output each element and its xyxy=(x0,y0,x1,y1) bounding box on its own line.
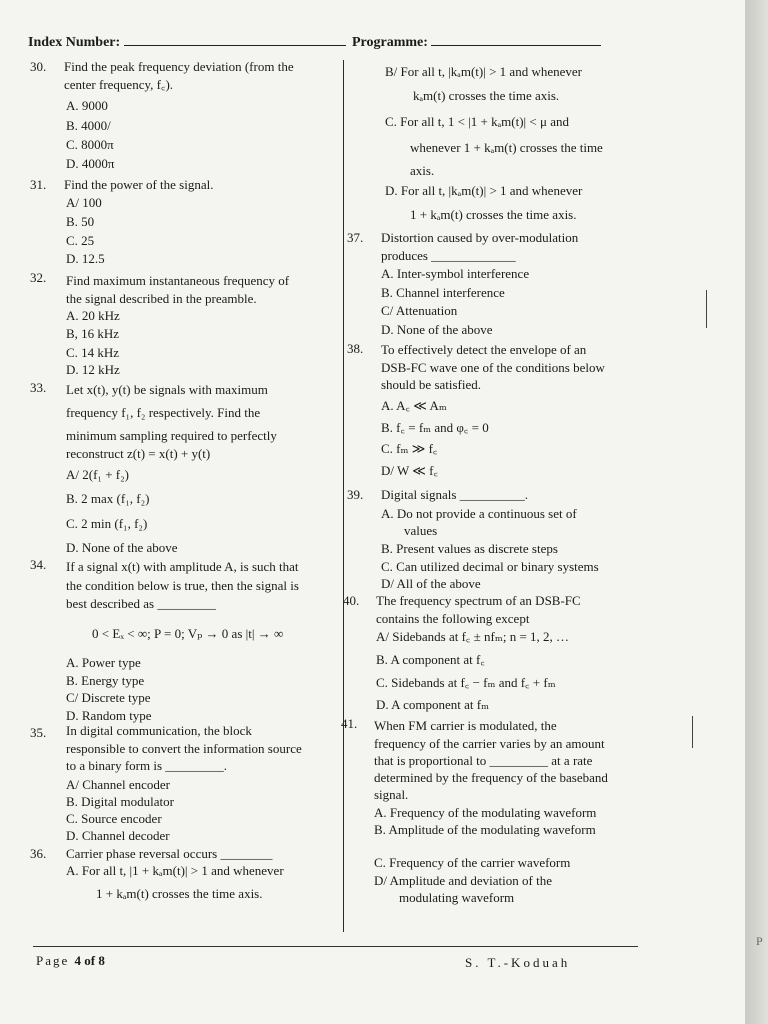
option: D. For all t, |kₐm(t)| > 1 and whenever xyxy=(385,183,583,198)
option: B. Amplitude of the modulating waveform xyxy=(374,822,596,837)
question-text: Distortion caused by over-modulation xyxy=(381,230,579,245)
option: D. 12 kHz xyxy=(66,362,120,377)
footer-rule xyxy=(33,946,638,947)
question-number: 35. xyxy=(30,725,47,740)
option: D. 4000π xyxy=(66,156,115,171)
option: D. 12.5 xyxy=(66,251,105,266)
option: C/ Attenuation xyxy=(381,303,458,318)
option: B. 4000/ xyxy=(66,118,111,133)
option: A/ 2(f₁ + f₂) xyxy=(66,467,129,482)
option: C. Sidebands at f꜀ − fₘ and f꜀ + fₘ xyxy=(376,675,556,690)
margin-mark xyxy=(706,290,707,328)
question-text: Find the peak frequency deviation (from the xyxy=(64,59,294,74)
question-text: reconstruct z(t) = x(t) + y(t) xyxy=(66,446,211,461)
index-number-label: Index Number: xyxy=(28,35,121,50)
question-text: Find maximum instantaneous frequency of xyxy=(66,273,290,288)
question-text: Let x(t), y(t) be signals with maximum xyxy=(66,382,268,397)
question-text: The frequency spectrum of an DSB-FC xyxy=(376,593,581,608)
option: C/ Discrete type xyxy=(66,690,151,705)
option: A. 9000 xyxy=(66,98,108,113)
option-continuation: axis. xyxy=(410,163,435,178)
question-text: best described as _________ xyxy=(66,596,216,611)
option: C. Source encoder xyxy=(66,811,162,826)
page-edge xyxy=(745,0,768,1024)
option: B/ For all t, |kₐm(t)| > 1 and whenever xyxy=(385,64,582,79)
question-text: In digital communication, the block xyxy=(66,723,252,738)
question-number: 37. xyxy=(347,230,364,245)
question-text: responsible to convert the information source xyxy=(66,741,302,756)
question-text: that is proportional to _________ at a rate xyxy=(374,753,593,768)
option: A. Do not provide a continuous set of xyxy=(381,506,577,521)
option-continuation: kₐm(t) crosses the time axis. xyxy=(413,88,560,103)
question-number: 41. xyxy=(341,716,358,731)
option: C. fₘ ≫ f꜀ xyxy=(381,441,438,456)
option: A. Power type xyxy=(66,655,141,670)
question-text: minimum sampling required to perfectly xyxy=(66,428,277,443)
question-text: frequency f₁, f₂ respectively. Find the xyxy=(66,405,261,420)
option: B. 50 xyxy=(66,214,95,229)
page-prefix: Page xyxy=(36,953,70,968)
option-continuation: 1 + kₐm(t) crosses the time axis. xyxy=(96,886,263,901)
option: C. 14 kHz xyxy=(66,345,120,360)
question-text: When FM carrier is modulated, the xyxy=(374,718,557,733)
option: B. 2 max (f₁, f₂) xyxy=(66,491,150,506)
option: D/ W ≪ f꜀ xyxy=(381,463,438,478)
question-text: determined by the frequency of the baseband xyxy=(374,770,608,785)
option: D. Channel decoder xyxy=(66,828,170,843)
option: D/ Amplitude and deviation of the xyxy=(374,873,552,888)
edge-letter: P xyxy=(756,934,763,948)
option: A/ Sidebands at f꜀ ± nfₘ; n = 1, 2, … xyxy=(376,629,570,644)
option: C. Frequency of the carrier waveform xyxy=(374,855,571,870)
column-divider xyxy=(343,60,344,932)
option: C. For all t, 1 < |1 + kₐm(t)| < μ and xyxy=(385,114,569,129)
question-number: 32. xyxy=(30,270,47,285)
condition-equation: 0 < Eₓ < ∞; P = 0; Vₚ → 0 as |t| → ∞ xyxy=(92,626,284,641)
question-text: to a binary form is _________. xyxy=(66,758,228,773)
option: A. Inter-symbol interference xyxy=(381,266,530,281)
option: D. None of the above xyxy=(381,322,493,337)
question-text: center frequency, f꜀). xyxy=(64,77,174,92)
question-text: contains the following except xyxy=(376,611,530,626)
option: D. None of the above xyxy=(66,540,178,555)
question-number: 31. xyxy=(30,177,47,192)
question-text: If a signal x(t) with amplitude A, is such that xyxy=(66,559,299,574)
option: D. Random type xyxy=(66,708,152,723)
question-text: Find the power of the signal. xyxy=(64,177,214,192)
option: A. Frequency of the modulating waveform xyxy=(374,805,597,820)
option: A/ Channel encoder xyxy=(66,777,170,792)
question-number: 33. xyxy=(30,380,47,395)
page-count: 4 of 8 xyxy=(74,953,105,968)
programme-blank xyxy=(431,33,601,46)
option: B. f꜀ = fₘ and φ꜀ = 0 xyxy=(381,420,489,435)
question-text: DSB-FC wave one of the conditions below xyxy=(381,360,605,375)
option-continuation: whenever 1 + kₐm(t) crosses the time xyxy=(410,140,603,155)
question-number: 34. xyxy=(30,557,47,572)
question-text: Digital signals __________. xyxy=(381,487,528,502)
question-number: 38. xyxy=(347,341,364,356)
option: C. 25 xyxy=(66,233,95,248)
question-text: the condition below is true, then the signal is xyxy=(66,578,299,593)
index-number-field xyxy=(28,33,346,51)
option: B. A component at f꜀ xyxy=(376,652,485,667)
question-text: should be satisfied. xyxy=(381,377,482,392)
option: A. 20 kHz xyxy=(66,308,120,323)
index-number-blank xyxy=(124,33,346,46)
option: B. Present values as discrete steps xyxy=(381,541,558,556)
question-text: signal. xyxy=(374,787,409,802)
option: A/ 100 xyxy=(66,195,102,210)
author-name: S. T.-Koduah xyxy=(465,955,571,970)
option: B, 16 kHz xyxy=(66,326,120,341)
question-text: To effectively detect the envelope of an xyxy=(381,342,587,357)
option: A. For all t, |1 + kₐm(t)| > 1 and whenever xyxy=(66,863,284,878)
question-number: 40. xyxy=(343,593,360,608)
option: D/ All of the above xyxy=(381,576,481,591)
question-number: 39. xyxy=(347,487,364,502)
option: C. 2 min (f₁, f₂) xyxy=(66,516,148,531)
option-continuation: modulating waveform xyxy=(399,890,515,905)
option-continuation: 1 + kₐm(t) crosses the time axis. xyxy=(410,207,577,222)
option: D. A component at fₘ xyxy=(376,697,490,712)
page-number xyxy=(36,953,105,969)
programme-field xyxy=(352,33,601,51)
programme-label: Programme: xyxy=(352,35,428,50)
question-text: the signal described in the preamble. xyxy=(66,291,257,306)
margin-mark xyxy=(692,716,693,748)
option: B. Digital modulator xyxy=(66,794,174,809)
question-text: Carrier phase reversal occurs ________ xyxy=(66,846,273,861)
option: A. A꜀ ≪ Aₘ xyxy=(381,398,447,413)
option: B. Channel interference xyxy=(381,285,505,300)
option: C. Can utilized decimal or binary systems xyxy=(381,559,599,574)
question-text: produces _____________ xyxy=(381,248,516,263)
option-continuation: values xyxy=(404,523,438,538)
question-number: 30. xyxy=(30,59,47,74)
option: B. Energy type xyxy=(66,673,145,688)
option: C. 8000π xyxy=(66,137,114,152)
question-text: frequency of the carrier varies by an amount xyxy=(374,736,605,751)
question-number: 36. xyxy=(30,846,47,861)
